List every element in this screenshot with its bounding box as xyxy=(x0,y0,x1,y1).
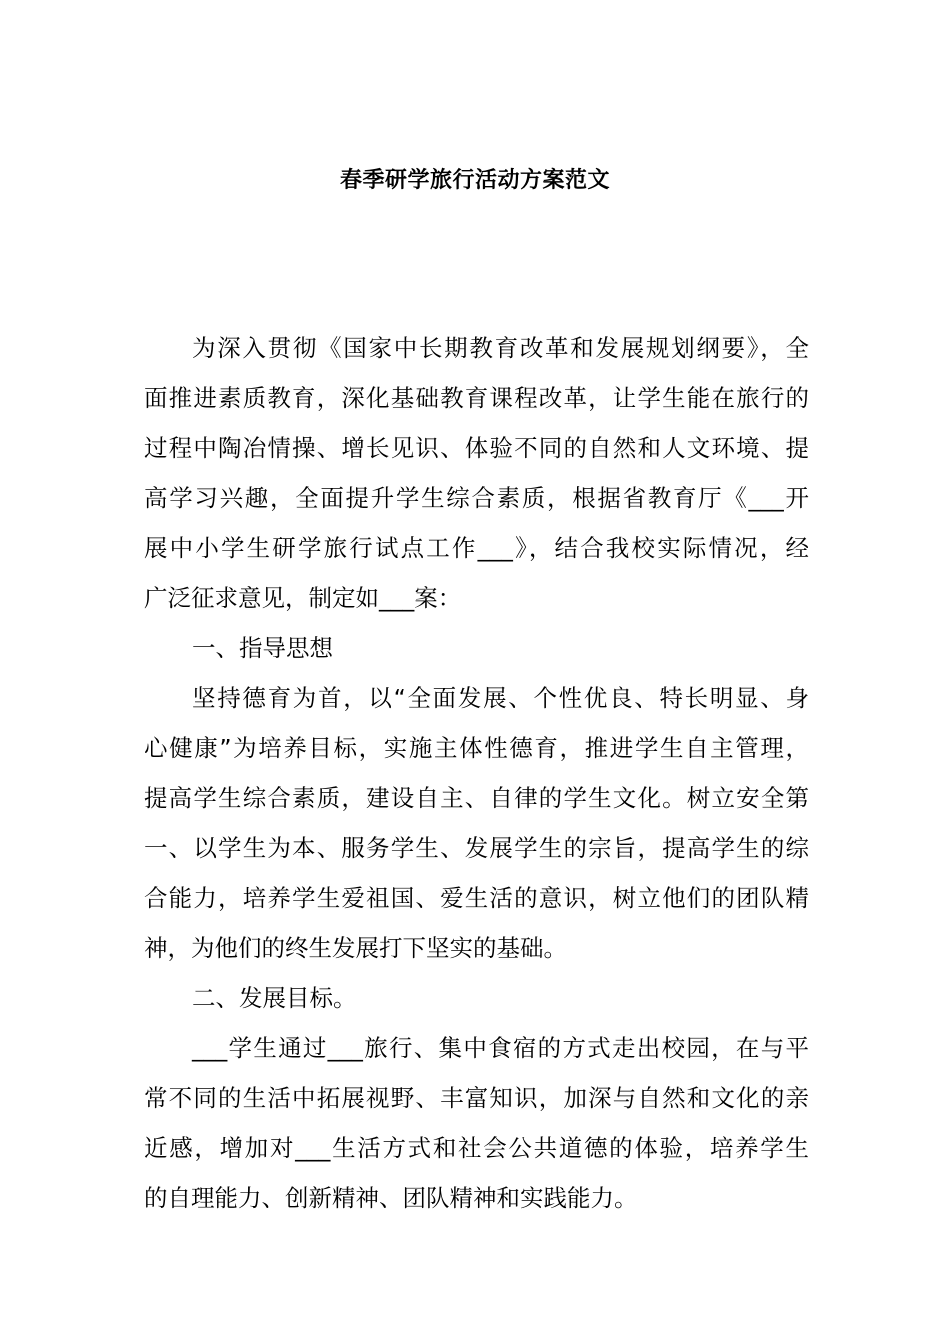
text-line: 过程中陶冶情操、增长见识、体验不同的自然和人文环境、提 xyxy=(144,434,809,462)
text-line: 近感，增加对___生活方式和社会公共道德的体验，培养学生 xyxy=(144,1134,809,1162)
text-line: 合能力，培养学生爱祖国、爱生活的意识，树立他们的团队精 xyxy=(144,884,809,912)
document-title: 春季研学旅行活动方案范文 xyxy=(339,168,610,193)
text-line: 一、以学生为本、服务学生、发展学生的宗旨，提高学生的综 xyxy=(144,834,809,862)
text-line: 为深入贯彻《国家中长期教育改革和发展规划纲要》，全 xyxy=(192,334,809,362)
text-line: ___学生通过___旅行、集中食宿的方式走出校园，在与平 xyxy=(192,1034,809,1062)
text-line: 展中小学生研学旅行试点工作___》，结合我校实际情况，经 xyxy=(144,534,809,562)
text-line: 常不同的生活中拓展视野、丰富知识，加深与自然和文化的亲 xyxy=(144,1084,809,1112)
text-line: 提高学生综合素质，建设自主、自律的学生文化。树立安全第 xyxy=(144,784,809,812)
text-line: 一、指导思想 xyxy=(192,634,333,662)
document-body xyxy=(144,330,809,1230)
text-line: 坚持德育为首，以“全面发展、个性优良、特长明显、身 xyxy=(192,684,809,712)
text-line: 神，为他们的终生发展打下坚实的基础。 xyxy=(144,934,567,962)
text-line: 高学习兴趣，全面提升学生综合素质，根据省教育厅《___开 xyxy=(144,484,809,512)
text-line: 面推进素质教育，深化基础教育课程改革，让学生能在旅行的 xyxy=(144,384,809,412)
text-line: 心健康”为培养目标，实施主体性德育，推进学生自主管理， xyxy=(144,734,809,762)
text-line: 二、发展目标。 xyxy=(192,984,357,1012)
text-line: 广泛征求意见，制定如___案： xyxy=(144,584,462,612)
text-line: 的自理能力、创新精神、团队精神和实践能力。 xyxy=(144,1184,638,1212)
